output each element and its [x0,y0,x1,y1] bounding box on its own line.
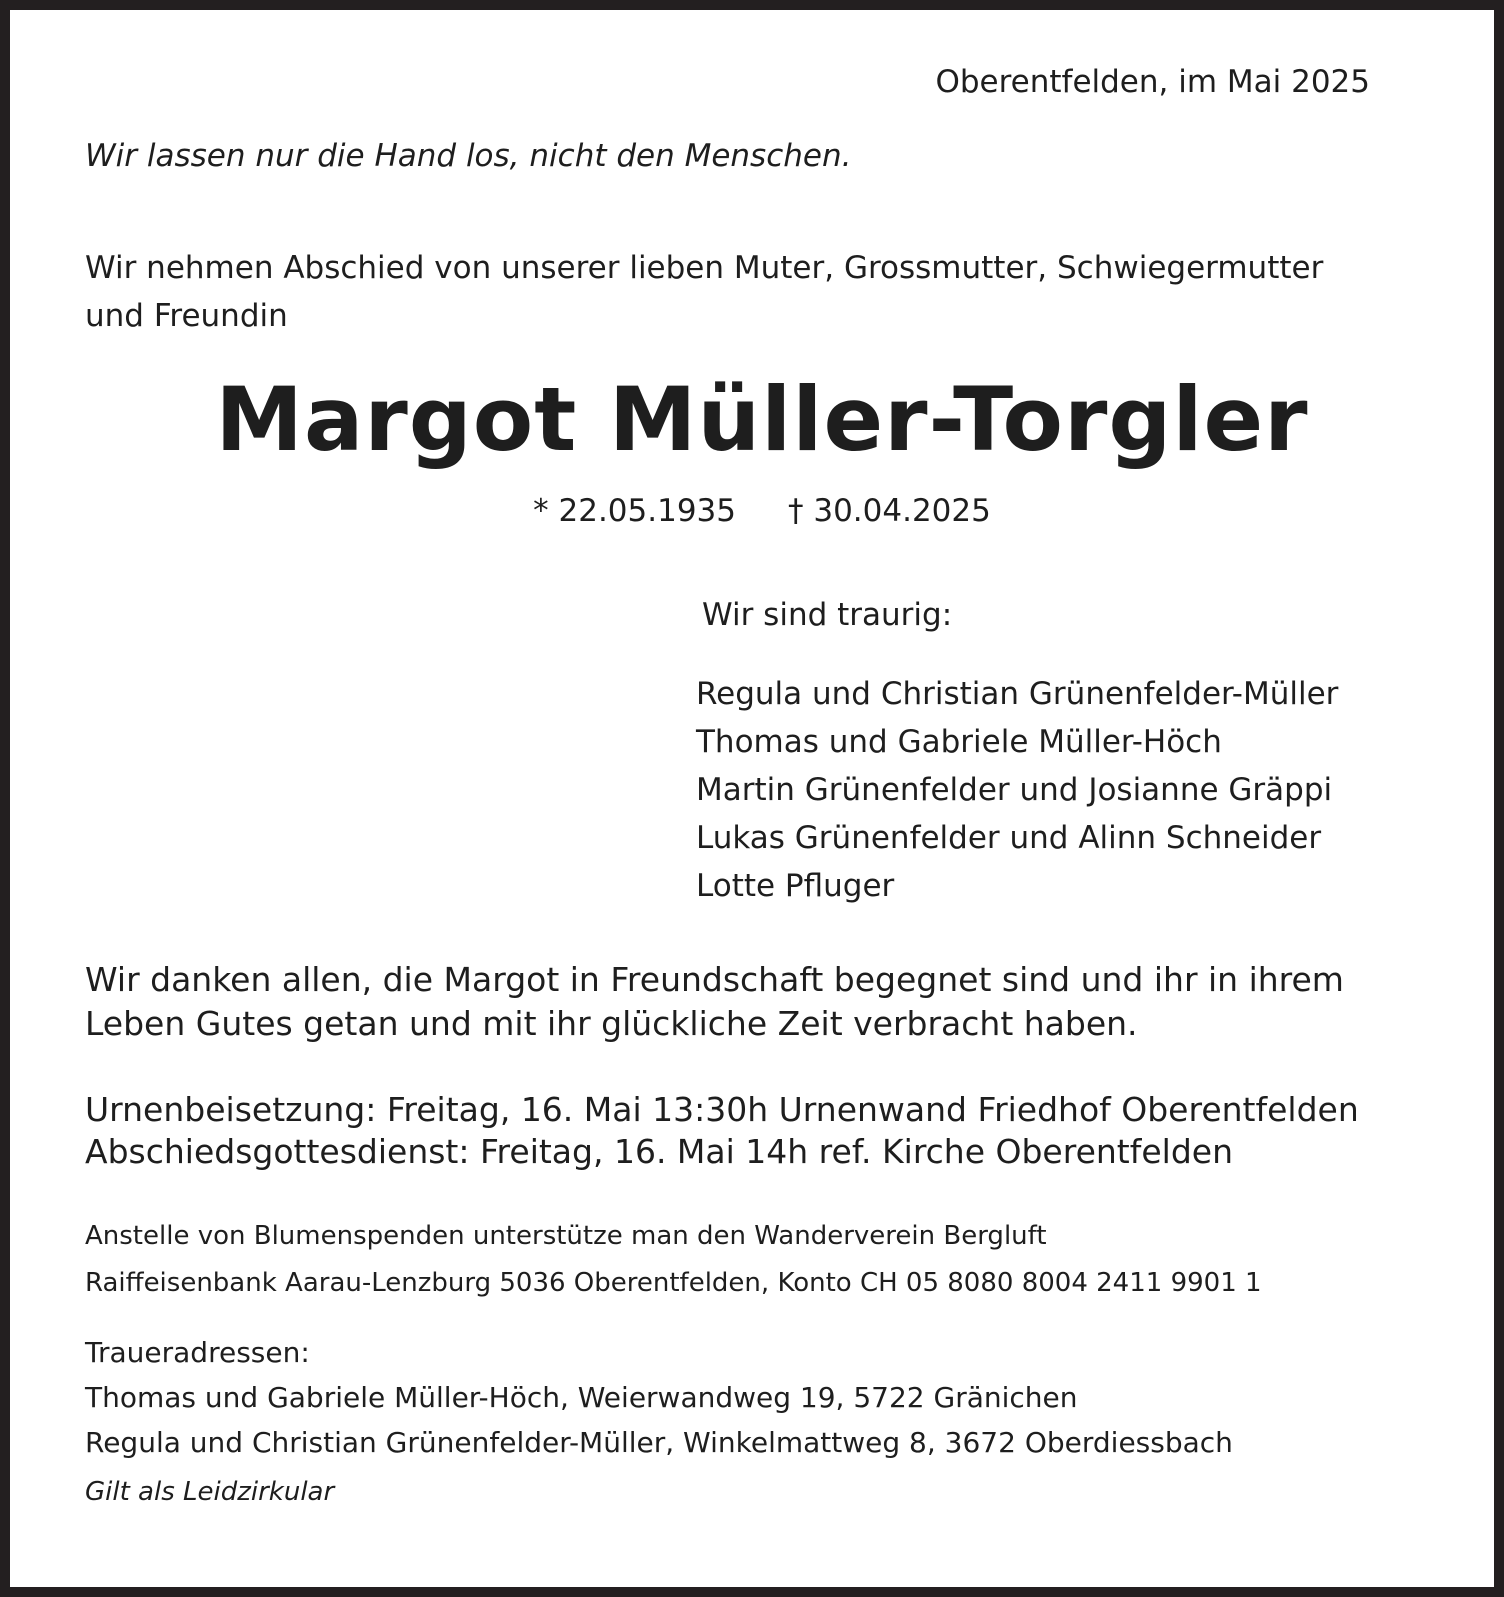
mourner-name: Thomas und Gabriele Müller-Höch [696,724,1222,760]
donation-info [85,1213,1262,1307]
donation-line: Anstelle von Blumenspenden unterstütze man den Wanderverein Bergluft [85,1221,1047,1251]
bank-account-line: Raiffeisenbank Aarau-Lenzburg 5036 Oberentfelden, Konto CH 05 8080 8004 2411 9901 1 [85,1268,1262,1298]
motto-quote: Wir lassen nur die Hand los, nicht den Menschen. [85,138,852,174]
deceased-name: Margot Müller-Torgler [215,368,1309,471]
birth-date: * 22.05.1935 [533,493,736,529]
intro-line: Wir nehmen Abschied von unserer lieben Muter, Grossmutter, Schwiegermutter [85,250,1324,286]
mourners-heading: Wir sind traurig: [702,597,953,633]
ceremonies-info [85,1089,1359,1173]
mourner-name: Lukas Grünenfelder und Alinn Schneider [696,820,1322,856]
mourner-name: Martin Grünenfelder und Josianne Gräppi [696,772,1333,808]
intro-text [85,244,1323,340]
mourner-name: Regula und Christian Grünenfelder-Müller [696,676,1339,712]
thanks-line: Wir danken allen, die Margot in Freundschaft begegnet sind und ihr in ihrem [85,960,1344,999]
life-dates [10,493,1504,529]
mourners-list [696,670,1338,910]
intro-line: und Freundin [85,298,288,334]
addresses-heading: Traueradressen: [85,1336,310,1369]
mourner-name: Lotte Pfluger [696,868,895,904]
death-date: † 30.04.2025 [788,493,991,529]
burial-info: Urnenbeisetzung: Freitag, 16. Mai 13:30h Urnenwand Friedhof Oberentfelden [85,1090,1359,1129]
address-line: Thomas und Gabriele Müller-Höch, Weierwandweg 19, 5722 Gränichen [85,1381,1078,1414]
place-date: Oberentfelden, im Mai 2025 [935,64,1370,100]
mourning-addresses [85,1330,1233,1465]
thanks-text [85,958,1344,1046]
circular-notice: Gilt als Leidzirkular [85,1477,335,1507]
thanks-line: Leben Gutes getan und mit ihr glückliche Zeit verbracht haben. [85,1004,1138,1043]
address-line: Regula und Christian Grünenfelder-Müller, Winkelmattweg 8, 3672 Oberdiessbach [85,1426,1233,1459]
service-info: Abschiedsgottesdienst: Freitag, 16. Mai 14h ref. Kirche Oberentfelden [85,1132,1233,1171]
